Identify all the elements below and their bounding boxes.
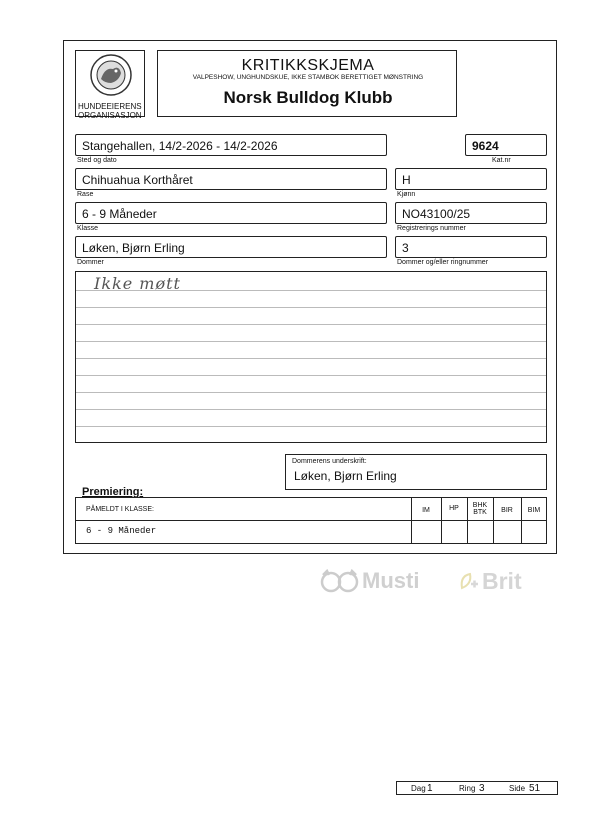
sex-label: Kjønn [397, 191, 416, 198]
signature-value: Løken, Bjørn Erling [294, 469, 397, 483]
catalog-number-field[interactable]: 9624 [465, 134, 547, 156]
premiering-table [75, 497, 547, 544]
critique-line [76, 307, 546, 308]
table-header-divider [76, 520, 546, 521]
judge-label: Dommer [77, 259, 104, 266]
class-header: PÅMELDT I KLASSE: [86, 506, 154, 513]
musti-logo-text: Musti [362, 568, 420, 593]
form-title: KRITIKKSKJEMA [241, 57, 375, 74]
signature-label: Dommerens underskrift: [292, 458, 367, 465]
critique-line [76, 409, 546, 410]
judge-field[interactable]: Løken, Bjørn Erling [75, 236, 387, 258]
premiering-title: Premiering: [82, 486, 144, 498]
brit-leaf-icon [458, 570, 480, 594]
signature-box[interactable] [285, 454, 547, 490]
registered-class-value: 6 - 9 Måneder [86, 526, 157, 536]
critique-line [76, 426, 546, 427]
org-logo-box [75, 50, 145, 120]
org-caption: HUNDEEIERENS ORGANISASJON [78, 102, 142, 120]
critique-line [76, 392, 546, 393]
ring-value-footer: 3 [479, 783, 485, 794]
col-bhk: BHK [472, 502, 488, 509]
club-name: Norsk Bulldog Klubb [223, 88, 393, 107]
ring-label: Dommer og/eller ringnummer [397, 259, 489, 266]
critique-line [76, 358, 546, 359]
day-value: 1 [427, 783, 433, 794]
col-btk: BTK [473, 509, 487, 516]
col-bim[interactable]: BIM [527, 507, 541, 514]
page-label: Side [509, 784, 526, 793]
col-hp[interactable]: HP [449, 505, 459, 512]
footer-box [396, 781, 558, 795]
handwritten-critique: Ikke møtt [94, 274, 181, 293]
dog-cat-icon [320, 569, 360, 593]
venue-label: Sted og dato [77, 157, 117, 164]
kennel-club-logo-icon [89, 53, 133, 97]
day-label: Dag [411, 784, 426, 793]
catalog-label: Kat.nr [492, 157, 511, 164]
col-bir[interactable]: BIR [501, 507, 513, 514]
class-label: Klasse [77, 225, 99, 232]
ring-label-footer: Ring [459, 784, 476, 793]
breed-label: Rase [77, 191, 94, 198]
class-field[interactable]: 6 - 9 Måneder [75, 202, 387, 224]
registration-label: Registrerings nummer [397, 225, 466, 232]
title-box [157, 50, 457, 117]
col-im[interactable]: IM [422, 507, 430, 514]
critique-line [76, 375, 546, 376]
critique-line [76, 341, 546, 342]
col-divider [521, 498, 522, 543]
venue-field[interactable]: Stangehallen, 14/2-2026 - 14/2-2026 [75, 134, 387, 156]
brit-logo [458, 568, 522, 595]
critique-box[interactable] [75, 271, 547, 443]
registration-field[interactable]: NO43100/25 [395, 202, 547, 224]
col-divider [493, 498, 494, 543]
brit-logo-text: Brit [482, 568, 522, 594]
critique-line [76, 324, 546, 325]
breed-field[interactable]: Chihuahua Korthåret [75, 168, 387, 190]
musti-logo [320, 568, 419, 594]
col-bhk-btk[interactable] [467, 502, 493, 516]
col-divider [411, 498, 412, 543]
sex-field[interactable]: H [395, 168, 547, 190]
ring-field[interactable]: 3 [395, 236, 547, 258]
page-value: 51 [529, 783, 541, 794]
form-subtitle: VALPESHOW, UNGHUNDSKUE, IKKE STAMBOK BERETTIGET MØNSTRING [192, 74, 424, 81]
